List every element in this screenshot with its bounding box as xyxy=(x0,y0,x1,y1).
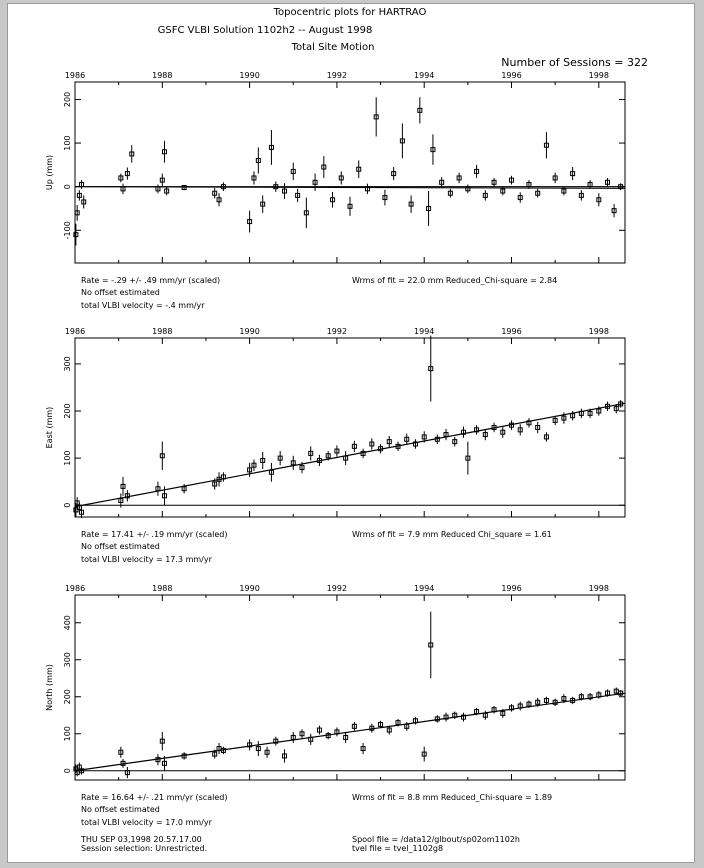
y-tick-label: 0 xyxy=(63,502,72,508)
data-point xyxy=(121,184,125,194)
data-point xyxy=(475,425,479,434)
data-point xyxy=(331,192,335,208)
data-point xyxy=(400,123,404,158)
panel-2 xyxy=(45,327,625,564)
data-point xyxy=(283,183,287,199)
data-point xyxy=(553,173,557,183)
data-point xyxy=(409,195,413,212)
session-count: Number of Sessions = 322 xyxy=(501,56,648,69)
data-point xyxy=(544,697,548,704)
data-point xyxy=(483,429,487,440)
data-point xyxy=(361,449,365,458)
footer-date: THU SEP 03,1998 20.57.17.00 xyxy=(81,835,202,844)
x-tick-label: 1998 xyxy=(588,327,609,336)
data-point xyxy=(448,189,452,198)
plot-frame xyxy=(75,595,625,780)
velocity-text: total VLBI velocity = 17.3 mm/yr xyxy=(81,555,212,564)
data-point xyxy=(80,180,84,189)
data-point xyxy=(344,451,348,465)
data-point xyxy=(269,130,273,165)
data-point xyxy=(492,178,496,187)
data-point xyxy=(352,441,356,452)
footer-tvel: tvel file = tvel_1102g8 xyxy=(352,844,444,853)
x-tick-label: 1986 xyxy=(64,71,86,80)
header-subtitle: Total Site Motion xyxy=(291,42,375,53)
x-tick-label: 1988 xyxy=(152,327,173,336)
data-point xyxy=(217,743,221,754)
panel-1 xyxy=(45,71,625,310)
data-point xyxy=(274,737,278,746)
y-axis-label: Up (mm) xyxy=(45,154,54,191)
data-point xyxy=(296,189,300,202)
y-tick-label: 400 xyxy=(63,615,72,631)
data-point xyxy=(213,188,217,198)
data-point xyxy=(461,713,465,722)
data-point xyxy=(387,436,391,447)
data-point xyxy=(453,437,457,446)
data-point xyxy=(431,134,435,165)
data-point xyxy=(304,198,308,229)
data-point xyxy=(510,176,514,185)
data-point xyxy=(156,184,160,193)
data-point xyxy=(283,749,287,762)
data-point xyxy=(82,195,86,208)
data-point xyxy=(265,747,269,758)
x-tick-label: 1994 xyxy=(414,327,435,336)
data-point xyxy=(466,442,470,475)
data-point xyxy=(261,452,265,469)
y-tick-label: 300 xyxy=(63,356,72,372)
data-point xyxy=(217,193,221,206)
data-point xyxy=(125,767,129,778)
data-point xyxy=(221,472,225,481)
y-axis-label: North (mm) xyxy=(45,664,54,711)
data-point xyxy=(440,177,444,187)
data-point xyxy=(256,147,260,173)
data-point xyxy=(269,463,273,482)
y-tick-label: 100 xyxy=(63,726,72,742)
data-point xyxy=(291,456,295,470)
data-point xyxy=(418,97,422,123)
data-point xyxy=(125,167,129,179)
y-tick-label: 200 xyxy=(63,91,72,108)
data-point xyxy=(427,191,431,226)
y-tick-label: -100 xyxy=(63,221,72,240)
data-point xyxy=(300,729,304,738)
rate-text: Rate = 17.41 +/- .19 mm/yr (scaled) xyxy=(81,530,228,539)
header-solution: GSFC VLBI Solution 1102h2 -- August 1998 xyxy=(157,25,373,36)
data-point xyxy=(160,732,164,751)
data-point xyxy=(75,205,79,221)
data-point xyxy=(80,507,84,518)
offset-text: No offset estimated xyxy=(81,805,160,814)
data-point xyxy=(261,195,265,212)
data-point xyxy=(483,190,487,200)
data-point xyxy=(317,726,321,735)
data-point xyxy=(252,460,256,471)
plot-canvas xyxy=(8,4,694,862)
data-point xyxy=(252,171,256,184)
data-point xyxy=(457,173,461,183)
data-point xyxy=(461,427,465,438)
data-point xyxy=(588,180,592,189)
data-point xyxy=(392,167,396,180)
x-tick-label: 1992 xyxy=(326,327,348,336)
y-tick-label: 100 xyxy=(63,450,72,466)
data-point xyxy=(588,693,592,700)
data-point xyxy=(518,424,522,435)
data-point xyxy=(256,741,260,756)
rate-text: Rate = 16.64 +/- .21 mm/yr (scaled) xyxy=(81,793,228,802)
data-point xyxy=(291,732,295,743)
data-point xyxy=(544,432,548,441)
wrms-text: Wrms of fit = 22.0 mm Reduced_Chi-square = 2.84 xyxy=(352,276,558,285)
data-point xyxy=(130,145,134,162)
panel-3 xyxy=(45,584,625,827)
x-tick-label: 1986 xyxy=(64,584,86,593)
footer-spool: Spool file = /data12/glbout/sp02om1102h xyxy=(352,835,520,844)
x-tick-label: 1990 xyxy=(239,327,260,336)
data-point xyxy=(527,418,531,427)
data-point xyxy=(466,184,470,193)
x-tick-label: 1996 xyxy=(501,71,522,80)
x-tick-label: 1986 xyxy=(64,327,86,336)
offset-text: No offset estimated xyxy=(81,542,160,551)
data-point xyxy=(579,190,583,200)
x-tick-label: 1988 xyxy=(152,584,173,593)
y-tick-label: 200 xyxy=(63,689,72,705)
data-point xyxy=(248,211,252,233)
y-tick-label: 200 xyxy=(63,403,72,419)
y-tick-label: 300 xyxy=(63,652,72,668)
data-point xyxy=(429,612,433,679)
x-tick-label: 1994 xyxy=(414,584,435,593)
data-point xyxy=(405,434,409,445)
data-point xyxy=(536,189,540,198)
data-point xyxy=(160,174,164,187)
x-tick-label: 1988 xyxy=(152,71,173,80)
data-point xyxy=(248,739,252,750)
rate-text: Rate = -.29 +/- .49 mm/yr (scaled) xyxy=(81,276,221,285)
data-point xyxy=(361,743,365,754)
velocity-text: total VLBI velocity = 17.0 mm/yr xyxy=(81,818,212,827)
data-point xyxy=(422,747,426,762)
data-point xyxy=(536,422,540,433)
x-tick-label: 1992 xyxy=(326,584,348,593)
x-tick-label: 1994 xyxy=(414,71,435,80)
data-point xyxy=(309,734,313,745)
data-point xyxy=(335,445,339,456)
velocity-text: total VLBI velocity = -.4 mm/yr xyxy=(81,301,205,310)
data-point xyxy=(413,439,417,448)
data-point xyxy=(365,184,369,194)
data-point xyxy=(348,197,352,216)
wrms-text: Wrms of fit = 7.9 mm Reduced Chi_square = 1.61 xyxy=(352,530,552,539)
plot-page xyxy=(8,4,694,862)
data-point xyxy=(475,165,479,178)
y-tick-label: 0 xyxy=(63,184,72,190)
x-tick-label: 1998 xyxy=(588,71,609,80)
data-point xyxy=(119,747,123,758)
data-point xyxy=(383,190,387,206)
data-point xyxy=(339,171,343,184)
panels xyxy=(45,71,625,827)
wrms-text: Wrms of fit = 8.8 mm Reduced_Chi-square = 1.89 xyxy=(352,793,553,802)
data-point xyxy=(77,190,81,200)
data-point xyxy=(444,429,448,440)
data-point xyxy=(518,702,522,711)
data-point xyxy=(597,193,601,206)
data-point xyxy=(309,446,313,460)
data-point xyxy=(518,192,522,202)
data-point xyxy=(544,132,548,158)
data-point xyxy=(352,722,356,731)
footer-selection: Session selection: Unrestricted. xyxy=(81,844,208,853)
header-title: Topocentric plots for HARTRAO xyxy=(273,7,427,18)
data-point xyxy=(357,161,361,178)
data-point xyxy=(335,727,339,736)
data-point xyxy=(606,178,610,187)
data-point xyxy=(125,490,129,501)
y-tick-label: 0 xyxy=(63,768,72,774)
x-tick-label: 1990 xyxy=(239,71,260,80)
data-point xyxy=(278,451,282,465)
data-point xyxy=(291,163,295,180)
data-point xyxy=(612,204,616,217)
data-point xyxy=(119,174,123,183)
data-point xyxy=(374,97,378,136)
data-point xyxy=(322,156,326,178)
data-point xyxy=(74,224,78,246)
data-point xyxy=(160,442,164,470)
x-tick-label: 1996 xyxy=(501,584,522,593)
data-point xyxy=(429,336,433,402)
data-point xyxy=(370,438,374,449)
data-point xyxy=(165,187,169,196)
data-point xyxy=(444,713,448,722)
x-tick-label: 1998 xyxy=(588,584,609,593)
data-point xyxy=(162,141,166,163)
y-tick-label: 100 xyxy=(63,135,72,151)
data-point xyxy=(579,409,583,418)
y-axis-label: East (mm) xyxy=(45,406,54,449)
data-point xyxy=(344,732,348,743)
data-point xyxy=(501,427,505,438)
data-point xyxy=(571,167,575,180)
x-tick-label: 1996 xyxy=(501,327,522,336)
data-point xyxy=(313,174,317,191)
data-point xyxy=(248,463,252,477)
data-point xyxy=(510,704,514,711)
data-point xyxy=(121,477,125,496)
data-point xyxy=(156,482,160,496)
x-tick-label: 1992 xyxy=(326,71,348,80)
plot-frame xyxy=(75,82,625,263)
offset-text: No offset estimated xyxy=(81,288,160,297)
x-tick-label: 1990 xyxy=(239,584,260,593)
